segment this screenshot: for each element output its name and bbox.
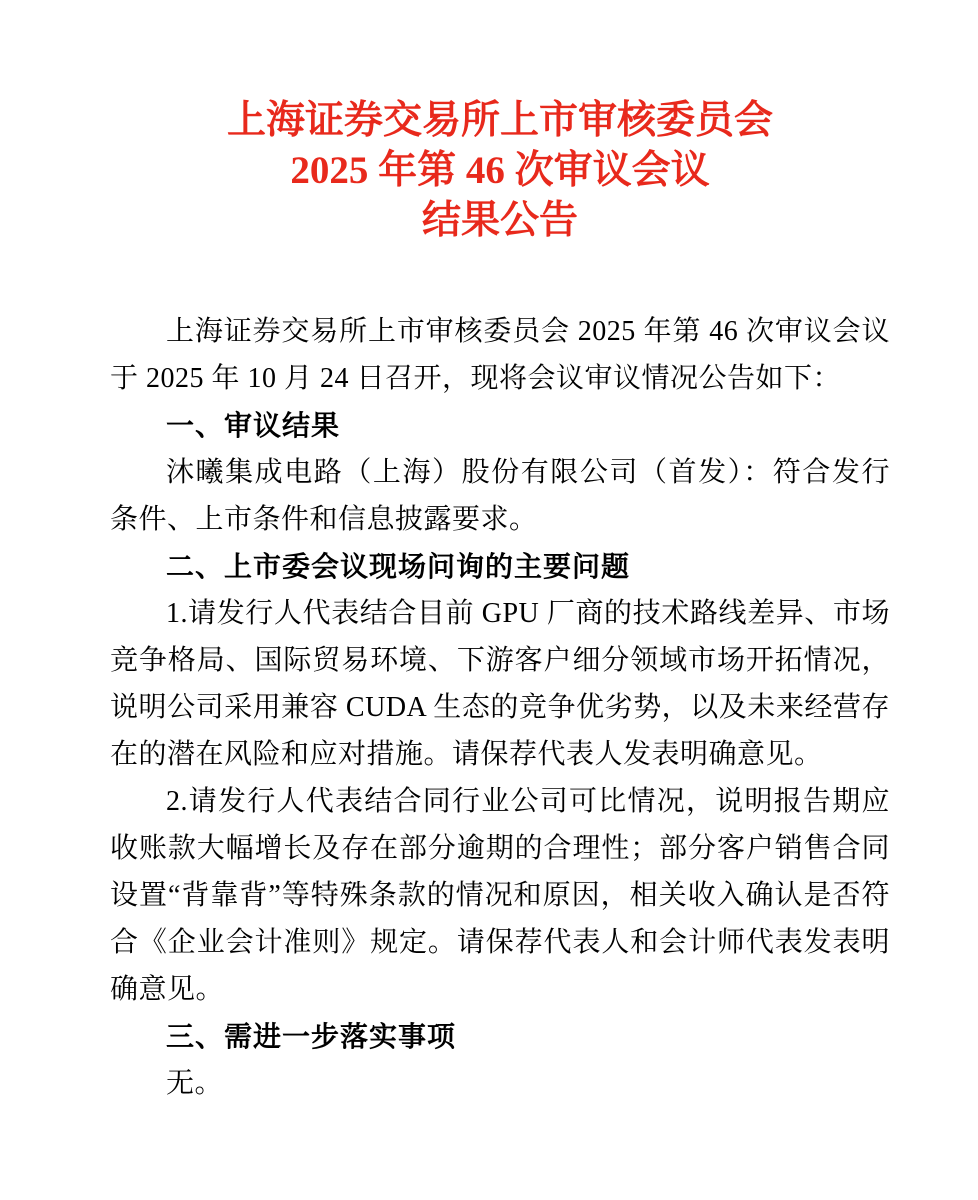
announcement-page xyxy=(0,96,978,1200)
document-title xyxy=(110,96,890,246)
section-2-paragraph-2: 2.请发行人代表结合同行业公司可比情况，说明报告期应收账款大幅增长及存在部分逾期的合理性；部分客户销售合同设置“背靠背”等特殊条款的情况和原因，相关收入确认是否符合《企业会计准则》规定。请保荐代表人和会计师代表发表明确意见。 xyxy=(110,786,890,1005)
section-2-heading: 二、上市委会议现场问询的主要问题 xyxy=(166,551,631,582)
section-1-heading: 一、审议结果 xyxy=(166,410,341,441)
section-3-heading: 三、需进一步落实事项 xyxy=(166,1021,457,1052)
title-line-3: 结果公告 xyxy=(421,199,578,242)
title-line-1: 上海证券交易所上市审核委员会 xyxy=(226,99,773,142)
intro-paragraph: 上海证券交易所上市审核委员会 2025 年第 46 次审议会议于 2025 年 10 月 24 日召开，现将会议审议情况公告如下： xyxy=(110,316,890,394)
section-2-paragraph-1: 1.请发行人代表结合目前 GPU 厂商的技术路线差异、市场竞争格局、国际贸易环境、下游客户细分领域市场开拓情况，说明公司采用兼容 CUDA 生态的竞争优劣势，以及未来经营存在的潜在风险和应对措施。请保荐代表人发表明确意见。 xyxy=(110,598,890,770)
title-line-2: 2025 年第 46 次审议会议 xyxy=(290,149,710,192)
document-body xyxy=(110,308,890,1107)
section-1-paragraph-1: 沐曦集成电路（上海）股份有限公司（首发）：符合发行条件、上市条件和信息披露要求。 xyxy=(110,457,890,535)
section-3-paragraph-1: 无。 xyxy=(166,1068,224,1099)
